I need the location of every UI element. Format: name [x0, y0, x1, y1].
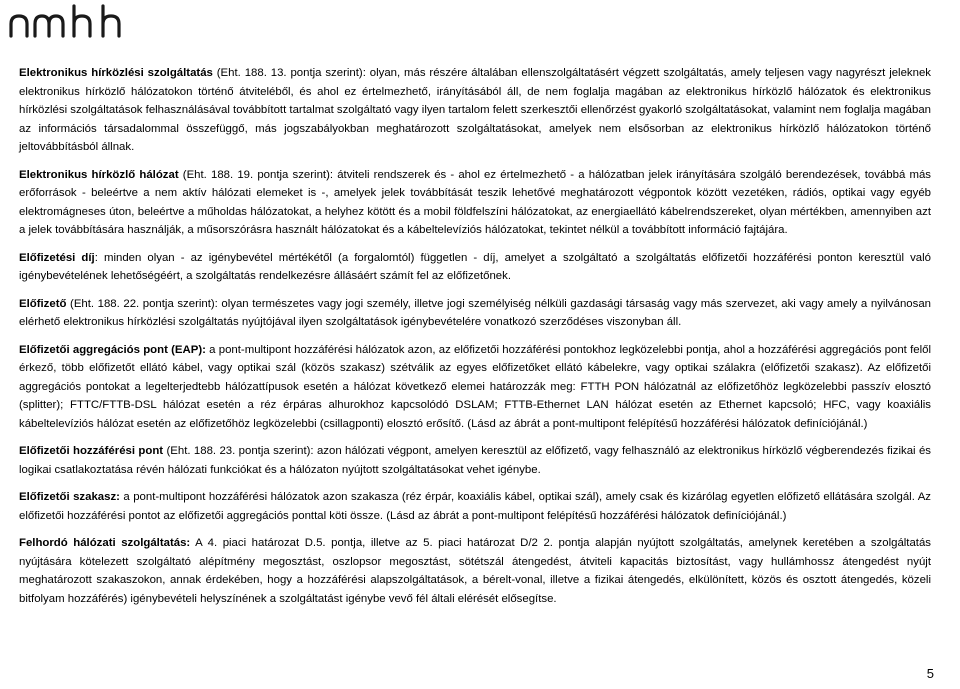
definition-term: Elektronikus hírközlő hálózat — [19, 168, 179, 181]
definition-term: Előfizetői aggregációs pont (EAP): — [19, 343, 206, 356]
definition-text: (Eht. 188. 23. pontja szerint): azon hálózati végpont, amelyen keresztül az előfizető, vagy felhasználó az elektronikus hírközlő végberendezés fizikai és logikai csatlakoztatása révén hálózati funkciókat és a hálózaton nyújtott szolgáltatásokat vehet igénybe. — [19, 445, 931, 476]
definition-term: Előfizető — [19, 297, 67, 310]
definition-paragraph — [19, 295, 931, 332]
definition-paragraph — [19, 488, 931, 525]
nmhh-logo — [8, 2, 132, 40]
definition-term: Előfizetői hozzáférési pont — [19, 445, 164, 457]
definition-paragraph — [19, 64, 931, 157]
definition-term: Előfizetői szakasz: — [19, 491, 120, 503]
definition-text: (Eht. 188. 22. pontja szerint): olyan természetes vagy jogi személy, illetve jogi személyiség nélküli gazdasági társaság vagy más szervezet, aki vagy amely a nyilvánosan elérhető elektronikus hírközlési szolgáltatás nyújtójával ilyen szolgáltatások igénybevételére vonatkozó szerződéses viszonyban áll. — [19, 297, 931, 328]
definition-text: A 4. piaci határozat D.5. pontja, illetve az 5. piaci határozat D/2 2. pontja alapján nyújtott szolgáltatás, amelynek keretében a szolgáltatás nyújtására kötelezett szolgáltató alépítmény megosztást, oszlopsor megosztást, sötétszál átengedést, átviteli kapacitás biztosítást, vagy hullámhossz átengedést nyújt meghatározott szakaszokon, annak érdekében, hogy a hozzáférési alapszolgáltatások, a bérelt-vonal, illetve a fizikai átengedés, elkülönített, közös és osztott átengedés, közeli bitfolyam hozzáférés) igénybevételi helyszínének a szolgáltatást igénybe vevő fél általi elérését elősegítse. — [19, 537, 932, 605]
definition-text: : minden olyan - az igénybevétel mértékétől (a forgalomtól) független - díj, amelyet a szolgáltató a szolgáltatás előfizetői hozzáférési ponton keresztül való igénybevételének lehetőségéért, a szolgáltatás rendelkezésre állásáért számít fel az előfizetőnek. — [19, 251, 931, 282]
definition-term: Felhordó hálózati szolgáltatás: — [19, 537, 191, 549]
definition-text: (Eht. 188. 19. pontja szerint): átviteli rendszerek és - ahol ez értelmezhető - a hálózatban jelek irányítására szolgáló berendezések, továbbá más erőforrások - beleértve a nem aktív hálózati elemeket is -, amelyek jelek továbbítását teszik lehetővé meghatározott végpontok között vezetéken, rádiós, optikai vagy egyéb elektromágneses úton, beleértve a műholdas hálózatokat, a helyhez kötött és a mobil földfelszíni hálózatokat, az energiaellátó kábelrendszereket, olyan mértékben, amennyiben azt a jelek továbbítására használják, a műsorszórásra használt hálózatokat és a kábeltelevíziós hálózatokat, tekintet nélkül a továbbított információ fajtájára. — [19, 168, 931, 236]
definition-text: a pont-multipont hozzáférési hálózatok azon, az előfizetői hozzáférési pontokhoz legközelebbi pontja, ahol a hozzáférési aggregációs pont felől érkező, több előfizetőt ellátó kábel, vagy optikai szál (közös szakasz) szétválik az egyes előfizetőket ellátó kábelekre, vagy optikai szálakra (előfizetői szakasz). Az előfizetői aggregációs pontokat a legelterjedtebb hálózattípusok esetén a hálózat következő elemei határozzák meg: FTTH PON hálózatnál az előfizetőhöz legközelebbi passzív elosztó (splitter); FTTC/FTTB-DSL hálózat esetén a réz érpáras alhurokhoz kapcsolódó DSLAM; FTTB-Ethernet LAN hálózat esetén az Ethernet kapcsoló; HFC, vagy koaxiális kábeltelevíziós hálózat esetén az előfizetőhöz legközelebbi (csillagponti) elosztó erősítő. (Lásd az ábrát a pont-multipont felépítésű hozzáférési hálózatok definíciójánál.) — [19, 343, 931, 430]
definition-paragraph — [19, 249, 931, 286]
definition-paragraph — [19, 442, 931, 479]
definition-term: Előfizetési díj — [19, 251, 95, 264]
definition-term: Elektronikus hírközlési szolgáltatás — [19, 67, 213, 79]
definition-paragraph — [19, 534, 931, 608]
definition-paragraph — [19, 341, 931, 434]
document-body — [19, 64, 931, 617]
definition-text: a pont-multipont hozzáférési hálózatok azon szakasza (réz érpár, koaxiális kábel, optikai szál), amely csak és kizárólag egyetlen előfizető ellátására szolgál. Az előfizetői hozzáférési pontot az előfizetői aggregációs ponttal köti össze. (Lásd az ábrát a pont-multipont felépítésű hozzáférési hálózatok definíciójánál.) — [19, 491, 931, 522]
definition-paragraph — [19, 166, 931, 240]
definition-text: (Eht. 188. 13. pontja szerint): olyan, más részére általában ellenszolgáltatásért végzett szolgáltatás, amely teljesen vagy nagyrészt jeleknek elektronikus hírközlő hálózatokon történő átviteléből, és ahol ez értelmezhető, irányításából áll, de nem foglalja magában az elektronikus hírközlő hálózatok és elektronikus hírközlési szolgáltatások felhasználásával továbbított tartalmat szolgáltató vagy ilyen tartalom felett szerkesztői ellenőrzést gyakorló szolgáltatásokat, valamint nem foglalja magában az információs társadalommal összefüggő, más jogszabályokban meghatározott szolgáltatásokat, amelyek nem elsősorban az elektronikus hírközlő hálózatokon történő jeltovábbításból állnak. — [19, 67, 931, 153]
page-number: 5 — [926, 666, 934, 681]
